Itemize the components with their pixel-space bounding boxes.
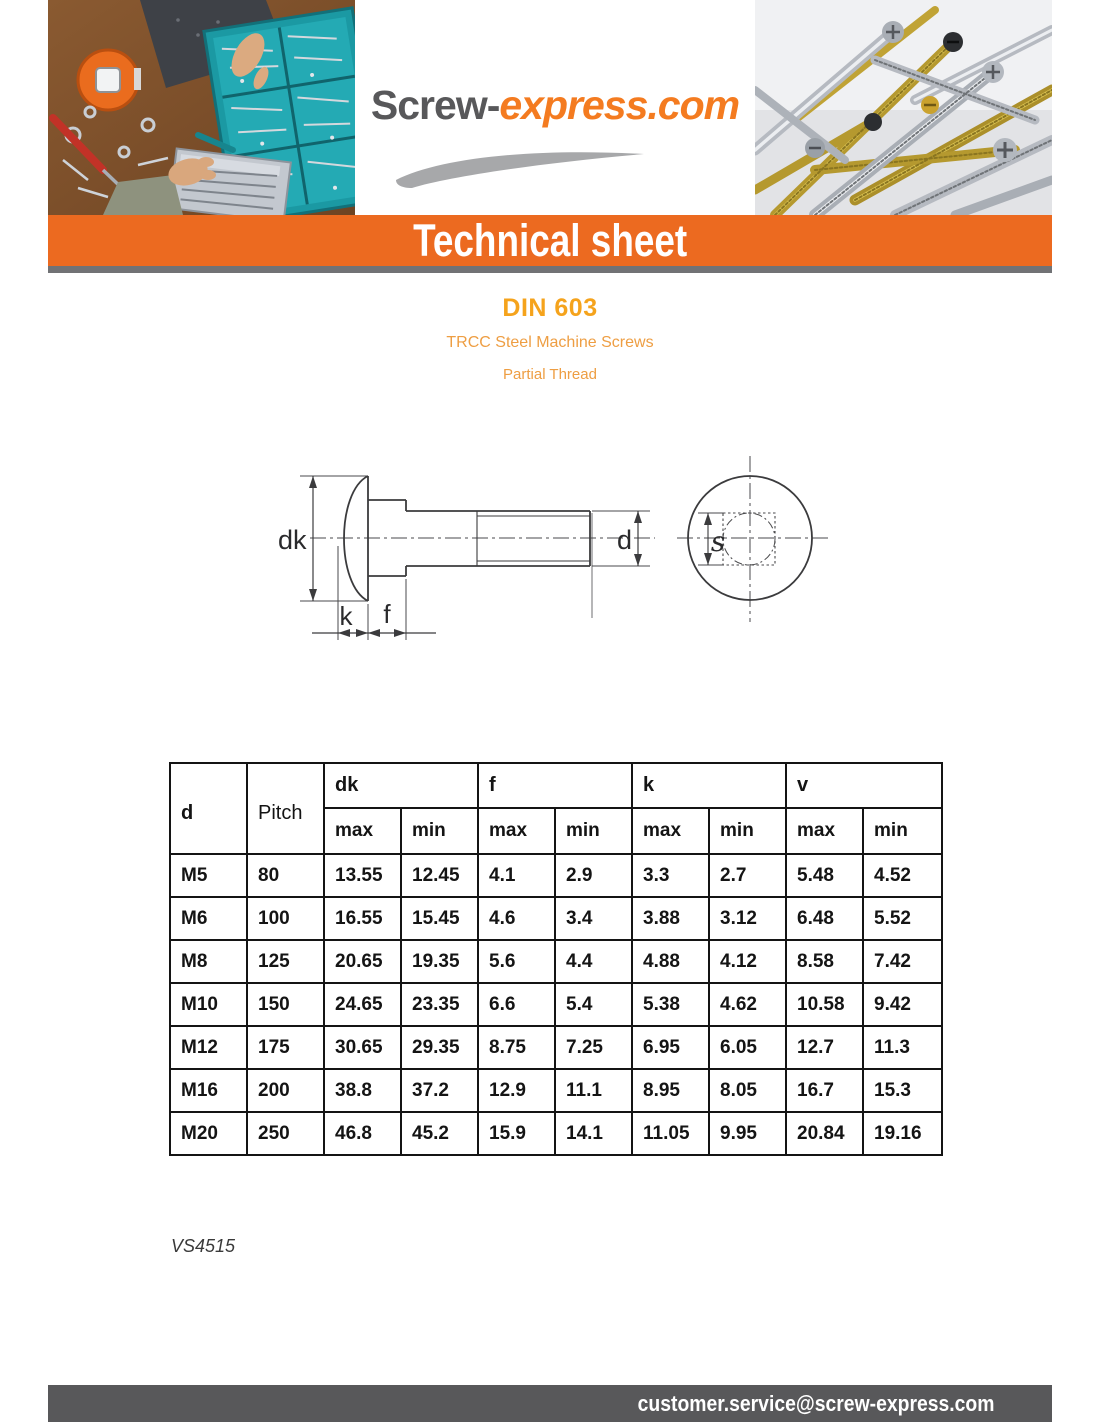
cell-size: M20 xyxy=(170,1112,247,1155)
cell-value: 15.9 xyxy=(478,1112,555,1155)
cell-size: M10 xyxy=(170,983,247,1026)
cell-value: 13.55 xyxy=(324,854,401,897)
cell-pitch: 200 xyxy=(247,1069,324,1112)
cell-value: 5.48 xyxy=(786,854,863,897)
cell-value: 16.7 xyxy=(786,1069,863,1112)
label-f: f xyxy=(383,599,391,629)
cell-pitch: 125 xyxy=(247,940,324,983)
cell-value: 5.6 xyxy=(478,940,555,983)
subheader-max: max xyxy=(324,808,401,854)
cell-value: 5.38 xyxy=(632,983,709,1026)
cell-value: 15.45 xyxy=(401,897,478,940)
cell-value: 4.6 xyxy=(478,897,555,940)
table-row xyxy=(170,897,942,940)
dimension-table xyxy=(169,762,943,1156)
cell-size: M6 xyxy=(170,897,247,940)
cell-value: 4.12 xyxy=(709,940,786,983)
cell-value: 7.25 xyxy=(555,1026,632,1069)
cell-size: M16 xyxy=(170,1069,247,1112)
col-header-v: v xyxy=(786,763,942,808)
technical-sheet-banner xyxy=(48,215,1052,266)
table-row xyxy=(170,1112,942,1155)
cell-pitch: 250 xyxy=(247,1112,324,1155)
banner-gray-strip xyxy=(48,266,1052,273)
cell-value: 6.95 xyxy=(632,1026,709,1069)
subheader-min: min xyxy=(709,808,786,854)
cell-value: 24.65 xyxy=(324,983,401,1026)
col-header-pitch: Pitch xyxy=(247,763,324,854)
cell-value: 2.9 xyxy=(555,854,632,897)
cell-size: M12 xyxy=(170,1026,247,1069)
workbench-photo xyxy=(48,0,355,215)
cell-value: 15.3 xyxy=(863,1069,942,1112)
logo-swoosh xyxy=(390,146,650,191)
cell-value: 3.12 xyxy=(709,897,786,940)
screws-photo xyxy=(755,0,1052,215)
subheader-min: min xyxy=(401,808,478,854)
cell-value: 11.05 xyxy=(632,1112,709,1155)
cell-size: M5 xyxy=(170,854,247,897)
cell-value: 29.35 xyxy=(401,1026,478,1069)
cell-value: 11.1 xyxy=(555,1069,632,1112)
cell-value: 3.4 xyxy=(555,897,632,940)
cell-value: 46.8 xyxy=(324,1112,401,1155)
cell-value: 14.1 xyxy=(555,1112,632,1155)
cell-value: 4.4 xyxy=(555,940,632,983)
col-header-k: k xyxy=(632,763,786,808)
bolt-technical-drawing xyxy=(240,428,840,665)
logo-prefix: Screw- xyxy=(370,82,500,128)
cell-value: 12.45 xyxy=(401,854,478,897)
cell-size: M8 xyxy=(170,940,247,983)
cell-value: 6.48 xyxy=(786,897,863,940)
logo xyxy=(355,82,755,129)
cell-value: 23.35 xyxy=(401,983,478,1026)
cell-value: 8.05 xyxy=(709,1069,786,1112)
cell-value: 37.2 xyxy=(401,1069,478,1112)
label-dk: dk xyxy=(278,525,307,555)
subheader-min: min xyxy=(863,808,942,854)
product-subtitle: TRCC Steel Machine Screws xyxy=(446,334,654,351)
cell-value: 19.16 xyxy=(863,1112,942,1155)
cell-value: 4.62 xyxy=(709,983,786,1026)
cell-value: 4.88 xyxy=(632,940,709,983)
subheader-max: max xyxy=(632,808,709,854)
cell-value: 2.7 xyxy=(709,854,786,897)
cell-value: 4.1 xyxy=(478,854,555,897)
table-header-groups xyxy=(170,763,942,808)
cell-value: 6.05 xyxy=(709,1026,786,1069)
col-header-f: f xyxy=(478,763,632,808)
cell-value: 45.2 xyxy=(401,1112,478,1155)
cell-value: 4.52 xyxy=(863,854,942,897)
cell-pitch: 80 xyxy=(247,854,324,897)
cell-value: 7.42 xyxy=(863,940,942,983)
cell-value: 5.52 xyxy=(863,897,942,940)
cell-pitch: 175 xyxy=(247,1026,324,1069)
subheader-max: max xyxy=(786,808,863,854)
cell-value: 19.35 xyxy=(401,940,478,983)
subheader-max: max xyxy=(478,808,555,854)
col-header-dk: dk xyxy=(324,763,478,808)
cell-value: 3.3 xyxy=(632,854,709,897)
cell-value: 8.75 xyxy=(478,1026,555,1069)
table-row xyxy=(170,854,942,897)
logo-suffix: express.com xyxy=(499,82,740,128)
cell-pitch: 100 xyxy=(247,897,324,940)
cell-value: 5.4 xyxy=(555,983,632,1026)
col-header-d: d xyxy=(170,763,247,854)
contact-email[interactable]: customer.service@screw-express.com xyxy=(637,1390,994,1416)
standard-title: DIN 603 xyxy=(502,294,598,322)
cell-value: 8.95 xyxy=(632,1069,709,1112)
footer-bar xyxy=(48,1385,1052,1422)
cell-value: 38.8 xyxy=(324,1069,401,1112)
cell-value: 20.65 xyxy=(324,940,401,983)
cell-value: 12.9 xyxy=(478,1069,555,1112)
cell-value: 16.55 xyxy=(324,897,401,940)
cell-value: 6.6 xyxy=(478,983,555,1026)
table-row xyxy=(170,983,942,1026)
workbench-photo-art xyxy=(48,0,355,215)
reference-code: VS4515 xyxy=(171,1236,236,1256)
label-d: d xyxy=(616,525,632,555)
cell-value: 10.58 xyxy=(786,983,863,1026)
label-s: s xyxy=(710,525,726,558)
cell-value: 12.7 xyxy=(786,1026,863,1069)
table-row xyxy=(170,1026,942,1069)
table-row xyxy=(170,1069,942,1112)
cell-value: 30.65 xyxy=(324,1026,401,1069)
cell-value: 8.58 xyxy=(786,940,863,983)
logo-block xyxy=(355,0,755,215)
cell-value: 9.42 xyxy=(863,983,942,1026)
cell-value: 3.88 xyxy=(632,897,709,940)
cell-value: 11.3 xyxy=(863,1026,942,1069)
cell-value: 9.95 xyxy=(709,1112,786,1155)
table-row xyxy=(170,940,942,983)
banner-title: Technical sheet xyxy=(412,214,688,266)
thread-type: Partial Thread xyxy=(503,366,597,383)
cell-pitch: 150 xyxy=(247,983,324,1026)
cell-value: 20.84 xyxy=(786,1112,863,1155)
screws-photo-art xyxy=(755,0,1052,215)
label-k: k xyxy=(339,601,353,631)
subheader-min: min xyxy=(555,808,632,854)
